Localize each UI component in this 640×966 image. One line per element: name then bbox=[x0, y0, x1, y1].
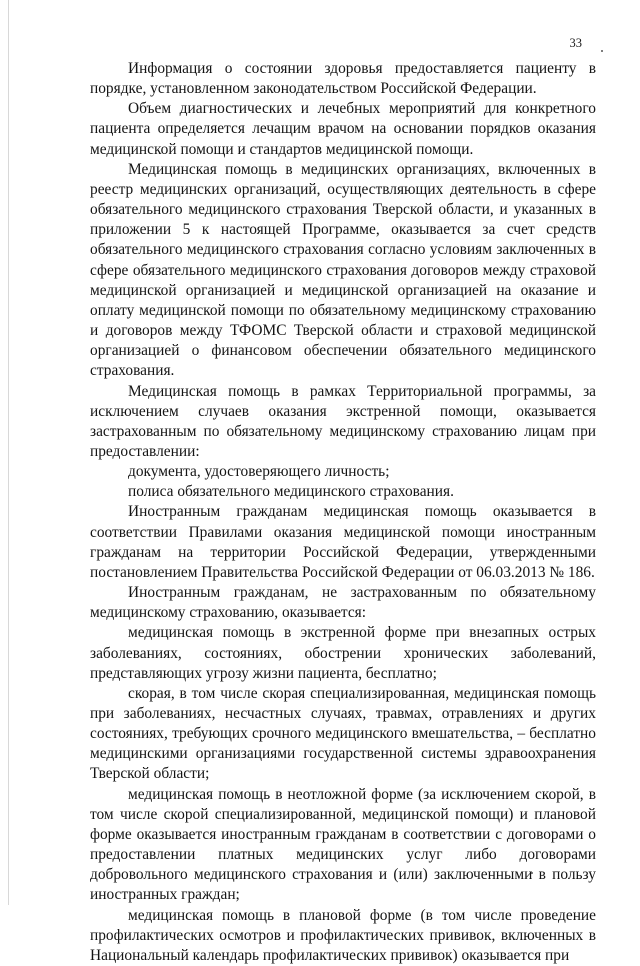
page-edge-line bbox=[8, 0, 9, 905]
paragraph: Иностранным гражданам, не застрахованным по обязательному медицинскому страхованию, оказывается: bbox=[90, 584, 596, 622]
paragraph: Медицинская помощь в рамках Территориальной программы, за исключением случаев оказания экстренной помощи, оказывается застрахованным по обязательному медицинскому страхованию лицам при предоставлении: bbox=[90, 382, 596, 460]
paragraph: Иностранным гражданам медицинская помощь оказывается в соответствии Правилами оказания медицинской помощи иностранным гражданам на территории Российской Федерации, утвержденными постановлением Правительства Российской Федерации от 06.03.2013 № 186. bbox=[90, 503, 596, 581]
page-number: 33 bbox=[569, 36, 582, 50]
list-item: скорая, в том числе скорая специализированная, медицинская помощь при заболеваниях, несчастных случаях, травмах, отравлениях и других состояниях, требующих срочного медицинского вмешательства, – бесплатно медицинскими организациями государственной системы здравоохранения Тверской области; bbox=[90, 684, 596, 783]
list-item: медицинская помощь в неотложной форме (за исключением скорой, в том числе скорой специализированной, медицинской помощи) и плановой форме оказывается иностранным гражданам в соответствии с договорами о предоставлении платных медицинских услуг либо договорами добровольного медицинского страхования и (или) заключенными в пользу иностранных граждан; bbox=[90, 785, 596, 904]
paragraph: Медицинская помощь в медицинских организациях, включенных в реестр медицинских организаций, осуществляющих деятельность в сфере обязательного медицинского страхования Тверской области, и указанных в приложении 5 к настоящей Программе, оказывается за счет средств обязательного медицинского страхования согласно условиям заключенных в сфере обязательного медицинского страхования договоров между страховой медицинской организацией и медицинской организацией на оказание и оплату медицинской помощи по обязательному медицинскому страхованию и договоров между ТФОМС Тверской области и страховой медицинской организацией о финансовом обеспечении обязательного медицинского страхования. bbox=[90, 160, 596, 380]
scan-speck bbox=[601, 50, 603, 52]
document-body bbox=[90, 59, 596, 966]
list-item: медицинская помощь в плановой форме (в том числе проведение профилактических осмотров и профилактических прививок, включенных в Национальный календарь профилактических прививок) оказывается при bbox=[90, 906, 596, 964]
paragraph: Объем диагностических и лечебных мероприятий для конкретного пациента определяется лечащим врачом на основании порядков оказания медицинской помощи и стандартов медицинской помощи. bbox=[90, 100, 596, 158]
list-item: полиса обязательного медицинского страхования. bbox=[128, 483, 454, 501]
list-item: документа, удостоверяющего личность; bbox=[128, 463, 390, 481]
paragraph: Информация о состоянии здоровья предоставляется пациенту в порядке, установленном законодательством Российской Федерации. bbox=[90, 60, 596, 98]
list-item: медицинская помощь в экстренной форме при внезапных острых заболеваниях, состояниях, обострении хронических заболеваний, представляющих угрозу жизни пациента, бесплатно; bbox=[90, 624, 596, 682]
